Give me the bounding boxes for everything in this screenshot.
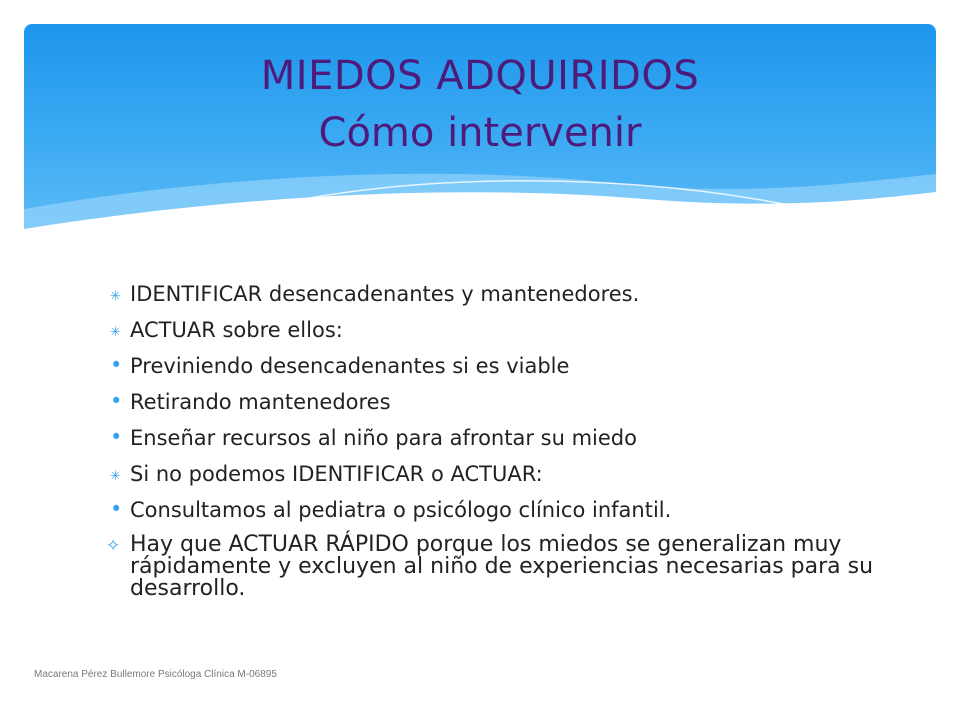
- dot-bullet-icon: •: [110, 353, 123, 377]
- list-item: [110, 498, 910, 523]
- list-item: [110, 282, 910, 307]
- title-banner: [24, 24, 936, 264]
- title-line-1: MIEDOS ADQUIRIDOS: [260, 53, 700, 99]
- list-item-text: IDENTIFICAR desencadenantes y mantenedores.: [130, 282, 640, 306]
- list-item-text: Consultamos al pediatra o psicólogo clínico infantil.: [130, 498, 672, 522]
- title-line-2: Cómo intervenir: [318, 110, 642, 156]
- dot-bullet-icon: •: [110, 497, 123, 521]
- dot-bullet-icon: •: [110, 389, 123, 413]
- list-item: [110, 318, 910, 343]
- dot-bullet-icon: •: [110, 425, 123, 449]
- star-bullet-icon: ✧: [106, 536, 121, 556]
- list-item-text: Enseñar recursos al niño para afrontar su miedo: [130, 426, 637, 450]
- asterisk-bullet-icon: ✳: [110, 469, 121, 484]
- list-item: [110, 426, 910, 451]
- list-item: [106, 532, 910, 601]
- list-item: [110, 354, 910, 379]
- bullet-list: [106, 282, 910, 611]
- list-item-text: Si no podemos IDENTIFICAR o ACTUAR:: [130, 462, 543, 486]
- list-item-text: Previniendo desencadenantes si es viable: [130, 354, 570, 378]
- list-item: [110, 390, 910, 415]
- asterisk-bullet-icon: ✳: [110, 325, 121, 340]
- list-item-text: Hay que ACTUAR RÁPIDO porque los miedos se generalizan muy rápidamente y excluyen al niño de experiencias necesarias para su desarrollo.: [130, 532, 874, 601]
- footer-credit: Macarena Pérez Bullemore Psicóloga Clínica M-06895: [34, 669, 277, 680]
- asterisk-bullet-icon: ✳: [110, 289, 121, 304]
- list-item-text: ACTUAR sobre ellos:: [130, 318, 343, 342]
- list-item-text: Retirando mantenedores: [130, 390, 391, 414]
- list-item: [110, 462, 910, 487]
- slide-title: [24, 48, 936, 162]
